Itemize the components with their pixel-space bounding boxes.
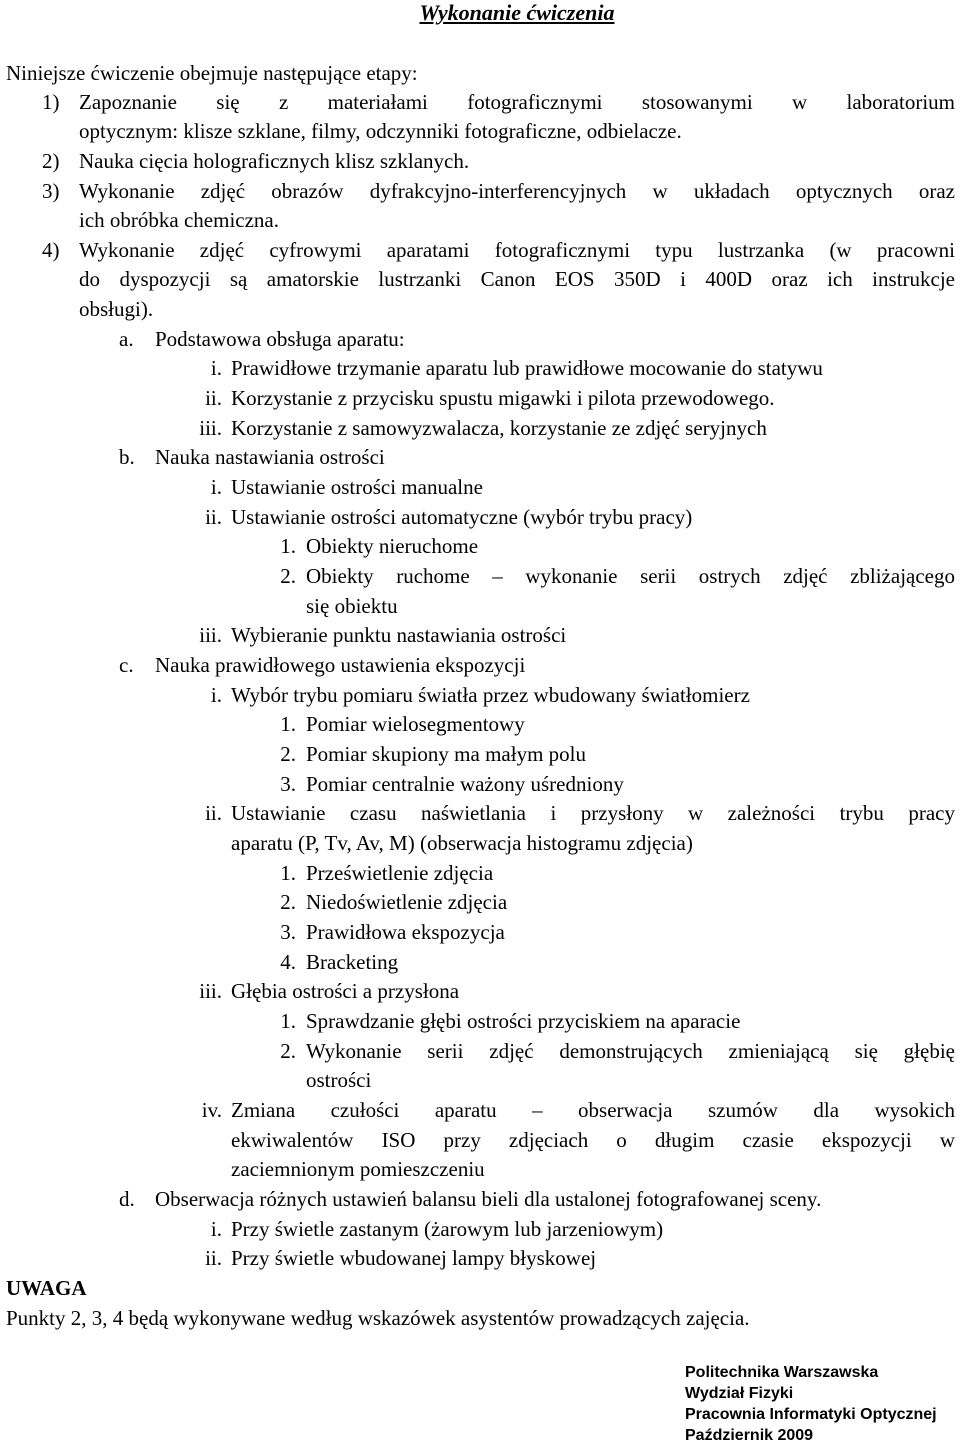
sub-b-iii-text: Wybieranie punktu nastawiania ostrości [231,623,567,647]
sub-b-i-text: Ustawianie ostrości manualne [231,475,483,499]
sub-d-marker: d. [119,1187,135,1211]
step-3-marker: 3) [42,179,60,203]
step-4-line-1: Wykonanie zdjęć cyfrowymi aparatami fotograficznymi typu lustrzanka (w pracowni [79,238,955,262]
sub-b-ii-1-text: Obiekty nieruchome [306,534,479,558]
sub-c-iii-1-text: Sprawdzanie głębi ostrości przyciskiem na aparacie [306,1009,741,1033]
sub-c-iii-1-marker: 1. [280,1009,296,1033]
sub-c-i-1-marker: 1. [280,712,296,736]
sub-c-i-3-text: Pomiar centralnie ważony uśredniony [306,772,624,796]
sub-c-ii-4-text: Bracketing [306,950,399,974]
footer-line-1: Politechnika Warszawska [685,1364,879,1381]
step-1-line-1: Zapoznanie się z materiałami fotograficznymi stosowanymi w laboratorium [79,90,955,114]
step-3-line-1: Wykonanie zdjęć obrazów dyfrakcyjno-interferencyjnych w układach optycznych oraz [79,179,955,203]
sub-c-ii-1-marker: 1. [280,861,296,885]
sub-b-ii-text: Ustawianie ostrości automatyczne (wybór trybu pracy) [231,505,693,529]
sub-d-ii-text: Przy świetle wbudowanej lampy błyskowej [231,1246,597,1270]
sub-b-iii-marker: iii. [199,623,222,647]
sub-a-ii-text: Korzystanie z przycisku spustu migawki i pilota przewodowego. [231,386,775,410]
sub-c-i-3-marker: 3. [280,772,296,796]
sub-c-ii-2-text: Niedoświetlenie zdjęcia [306,890,508,914]
sub-a-iii-marker: iii. [199,416,222,440]
sub-c-iv-marker: iv. [201,1098,222,1122]
step-2-marker: 2) [42,149,60,173]
step-4-line-2: do dyspozycji są amatorskie lustrzanki Canon EOS 350D i 400D oraz ich instrukcje [79,267,955,291]
sub-c-i-2-text: Pomiar skupiony ma małym polu [306,742,586,766]
sub-c-ii-1-text: Prześwietlenie zdjęcia [306,861,494,885]
sub-a-text: Podstawowa obsługa aparatu: [155,327,405,351]
step-3-line-2: ich obróbka chemiczna. [79,208,279,232]
sub-c-iii-marker: iii. [199,979,222,1003]
step-4-line-3: obsługi). [79,297,154,321]
sub-c-i-2-marker: 2. [280,742,296,766]
footer-institution [685,1362,937,1446]
sub-b-text: Nauka nastawiania ostrości [155,445,385,469]
sub-b-ii-marker: ii. [205,505,222,529]
sub-c-marker: c. [119,653,134,677]
sub-d-i-text: Przy świetle zastanym (żarowym lub jarzeniowym) [231,1217,664,1241]
sub-c-i-text: Wybór trybu pomiaru światła przez wbudowany światłomierz [231,683,750,707]
sub-b-ii-2-marker: 2. [280,564,296,588]
sub-a-marker: a. [119,327,134,351]
sub-c-ii-marker: ii. [205,801,222,825]
sub-c-text: Nauka prawidłowego ustawienia ekspozycji [155,653,526,677]
sub-a-i-text: Prawidłowe trzymanie aparatu lub prawidłowe mocowanie do statywu [231,356,823,380]
sub-b-ii-2-line-1: Obiekty ruchome – wykonanie serii ostrych zdjęć zbliżającego [306,564,955,588]
sub-c-i-marker: i. [210,683,222,707]
sub-c-i-1-text: Pomiar wielosegmentowy [306,712,525,736]
note-text: Punkty 2, 3, 4 będą wykonywane według wskazówek asystentów prowadzących zajęcia. [6,1306,750,1330]
sub-c-iii-text: Głębia ostrości a przysłona [231,979,460,1003]
footer-line-3: Pracownia Informatyki Optycznej [685,1406,937,1423]
sub-b-i-marker: i. [210,475,222,499]
footer-line-4: Październik 2009 [685,1427,814,1444]
sub-c-ii-3-text: Prawidłowa ekspozycja [306,920,505,944]
intro-text: Niniejsze ćwiczenie obejmuje następujące etapy: [6,61,418,85]
footer-line-2: Wydział Fizyki [685,1385,794,1402]
sub-c-ii-line-1: Ustawianie czasu naświetlania i przysłony w zależności trybu pracy [231,801,955,825]
sub-a-i-marker: i. [210,356,222,380]
sub-c-ii-4-marker: 4. [280,950,296,974]
sub-c-ii-2-marker: 2. [280,890,296,914]
sub-a-ii-marker: ii. [205,386,222,410]
page-title: Wykonanie ćwiczenia [419,0,615,25]
sub-c-iii-2-line-1: Wykonanie serii zdjęć demonstrujących zmieniającą się głębię [306,1039,955,1063]
step-1-marker: 1) [42,90,60,114]
sub-d-text: Obserwacja różnych ustawień balansu bieli dla ustalonej fotografowanej sceny. [155,1187,822,1211]
step-2-line-1: Nauka cięcia holograficznych klisz szklanych. [79,149,470,173]
note-heading: UWAGA [6,1276,87,1300]
sub-c-iv-line-1: Zmiana czułości aparatu – obserwacja szumów dla wysokich [231,1098,955,1122]
sub-c-ii-3-marker: 3. [280,920,296,944]
sub-d-ii-marker: ii. [205,1246,222,1270]
sub-c-iv-line-3: zaciemnionym pomieszczeniu [231,1157,485,1181]
sub-b-ii-1-marker: 1. [280,534,296,558]
step-1-line-2: optycznym: klisze szklane, filmy, odczynniki fotograficzne, odbielacze. [79,119,682,143]
sub-c-ii-line-2: aparatu (P, Tv, Av, M) (obserwacja histogramu zdjęcia) [231,831,693,855]
sub-c-iii-2-line-2: ostrości [306,1068,372,1092]
sub-d-i-marker: i. [210,1217,222,1241]
sub-c-iii-2-marker: 2. [280,1039,296,1063]
sub-b-ii-2-line-2: się obiektu [306,594,398,618]
step-4-marker: 4) [42,238,60,262]
sub-b-marker: b. [119,445,135,469]
sub-c-iv-line-2: ekwiwalentów ISO przy zdjęciach o długim czasie ekspozycji w [231,1128,955,1152]
sub-a-iii-text: Korzystanie z samowyzwalacza, korzystanie ze zdjęć seryjnych [231,416,767,440]
